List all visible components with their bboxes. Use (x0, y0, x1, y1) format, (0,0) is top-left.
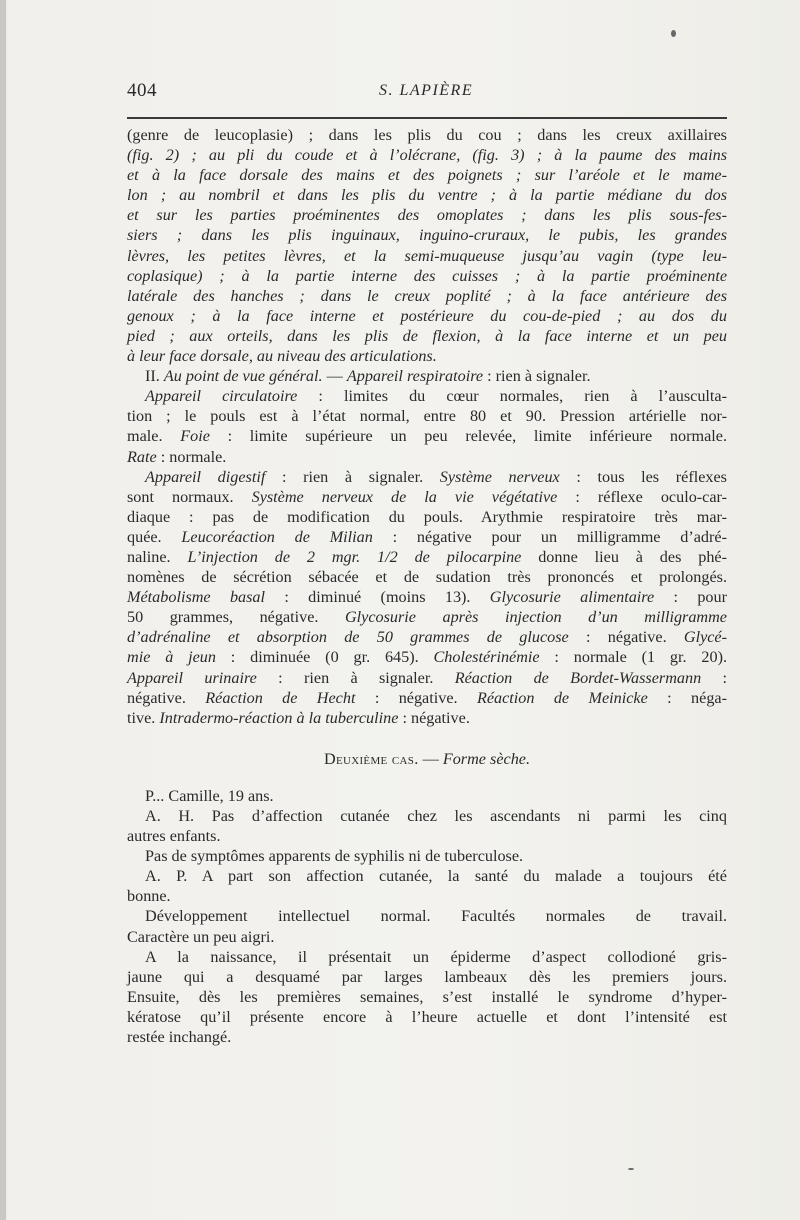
general-heading-line: II. Au point de vue général. — Appareil respiratoire : rien à signaler. (145, 367, 591, 386)
text-line: à leur face dorsale, au niveau des articulations. (127, 347, 437, 366)
page-body (127, 125, 727, 1047)
circulatory-paragraph: Appareil circulatoire : limites du cœur normales, rien à l’ausculta- tion ; le pouls est à l’état normal, entre 80 et 90. Pression artérielle nor- male. Foie : limite supérieure un peu relevée, limite inférieure normale. Rate : normale. (127, 387, 727, 466)
paper-speck (628, 1168, 634, 1170)
page-binding-edge (0, 0, 6, 1220)
patient-line: P... Camille, 19 ans. (145, 786, 274, 805)
page-header (127, 80, 727, 106)
running-head: S. LAPIÈRE (379, 82, 474, 99)
paper-speck (671, 30, 676, 37)
text-line: latérale des hanches ; dans le creux poplité ; à la face antérieure des (127, 286, 727, 305)
case-two-text: P... Camille, 19 ans. A. H. Pas d’affection cutanée chez les ascendants ni parmi les cinq autres enfants. Pas de symptômes apparents de syphilis ni de tuberculose. A. P. A part son affection cutanée, la santé du malade a toujours été bonne. Développement intellectuel normal. Facultés normales de travail. Caractère un peu aigri. A la naissance, il présentait un épiderme d’aspect collodioné gris- jaune qui a desquamé par larges lambeaux dès les premiers jours. Ensuite, dès les premières semaines, s’est installé le syndrome d’hyper- kératose qu’il présente encore à l’heure actuelle et dont l’intensité est restée inchangé. (127, 786, 727, 1047)
text-line: lèvres, les petites lèvres, et la semi-muqueuse jusqu’au vagin (type leu- (127, 246, 727, 265)
text-line: coplasique) ; à la partie interne des cuisses ; à la partie proéminente (127, 266, 727, 285)
text-line: lon ; au nombril et dans les plis du ventre ; à la partie médiane du dos (127, 186, 727, 205)
text-line: (fig. 2) ; au pli du coude et à l’olécrane, (fig. 3) ; à la paume des mains (127, 146, 727, 165)
continuation-paragraph (127, 125, 727, 366)
text-line: siers ; dans les plis inguinaux, inguino-cruraux, le pubis, les grandes (127, 226, 727, 245)
text-line: et à la face dorsale des mains et des poignets ; sur l’aréole et le mame- (127, 166, 727, 185)
text-line: pied ; aux orteils, dans les plis de flexion, à la face interne et un peu (127, 326, 727, 345)
text-line: (genre de leucoplasie) ; dans les plis du cou ; dans les creux axillaires (127, 126, 727, 144)
text-line: genoux ; à la face interne et postérieure du cou-de-pied ; au dos du (127, 306, 727, 325)
section-heading: Deuxième cas. — Forme sèche. (323, 749, 531, 768)
header-rule (127, 117, 727, 119)
page-number: 404 (127, 80, 157, 101)
text-line: et sur les parties proéminentes des omoplates ; dans les plis sous-fes- (127, 206, 727, 225)
tests-paragraph: Appareil digestif : rien à signaler. Système nerveux : tous les réflexes sont normaux. Système nerveux de la vie végétative : réflexe oculo-car- diaque : pas de modification du pouls. Arythmie respiratoire très mar- quée. Leucoréaction de Milian : négative pour un milligramme d’adré- naline. L’injection de 2 mgr. 1/2 de pilocarpine donne lieu à des phé- nomènes de sécrétion sébacée et de sudation très prononcés et prolongés. Métabolisme basal : diminué (moins 13). Glycosurie alimentaire : pour 50 grammes, négative. Glycosurie après injection d’un milligramme d’adrénaline et absorption de 50 grammes de glucose : négative. Glycé- mie à jeun : diminuée (0 gr. 645). Cholestérinémie : normale (1 gr. 20). Appareil urinaire : rien à signaler. Réaction de Bordet-Wassermann : négative. Réaction de Hecht : négative. Réaction de Meinicke : néga- tive. Intradermo-réaction à la tuberculine : négative. (127, 467, 728, 727)
